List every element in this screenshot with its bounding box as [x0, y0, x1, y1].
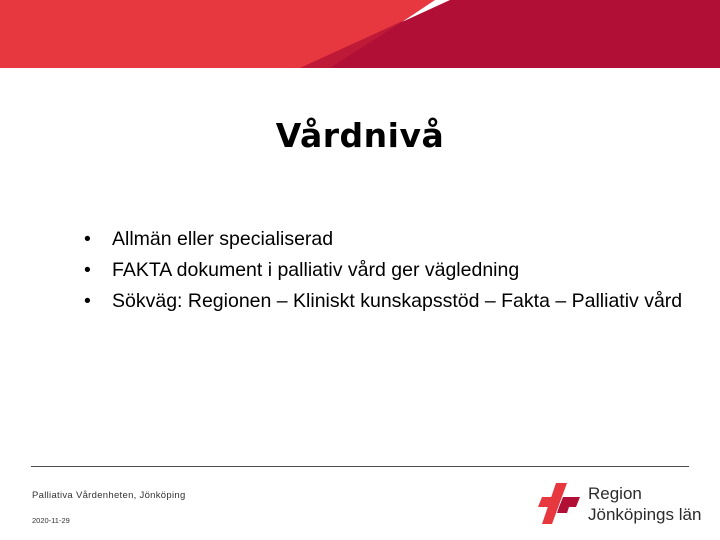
bullet-list [84, 224, 684, 317]
bullet-text: Allmän eller specialiserad [112, 228, 334, 250]
logo-wordmark [588, 483, 701, 525]
bullet-marker: • [84, 259, 91, 281]
bullet-item [84, 286, 684, 317]
bullet-item [84, 224, 684, 255]
logo-line-county: Jönköpings län [588, 505, 702, 524]
bullet-marker: • [84, 290, 91, 312]
logo-line-region: Region [588, 484, 642, 503]
bullet-marker: • [84, 228, 91, 250]
bullet-text: FAKTA dokument i palliativ vård ger vägledning [112, 259, 520, 281]
region-logo [536, 480, 702, 526]
header-band [0, 0, 720, 68]
footer-date: 2020-11-29 [32, 516, 70, 525]
footer-organization: Palliativa Vårdenheten, Jönköping [32, 490, 186, 501]
bullet-text: Sökväg: Regionen – Kliniskt kunskapsstöd – Fakta – Palliativ vård [112, 290, 683, 312]
region-cross-logo-icon [536, 480, 582, 526]
bullet-item [84, 255, 684, 286]
slide-title: Vårdnivå [275, 116, 445, 155]
footer-divider [31, 466, 689, 467]
